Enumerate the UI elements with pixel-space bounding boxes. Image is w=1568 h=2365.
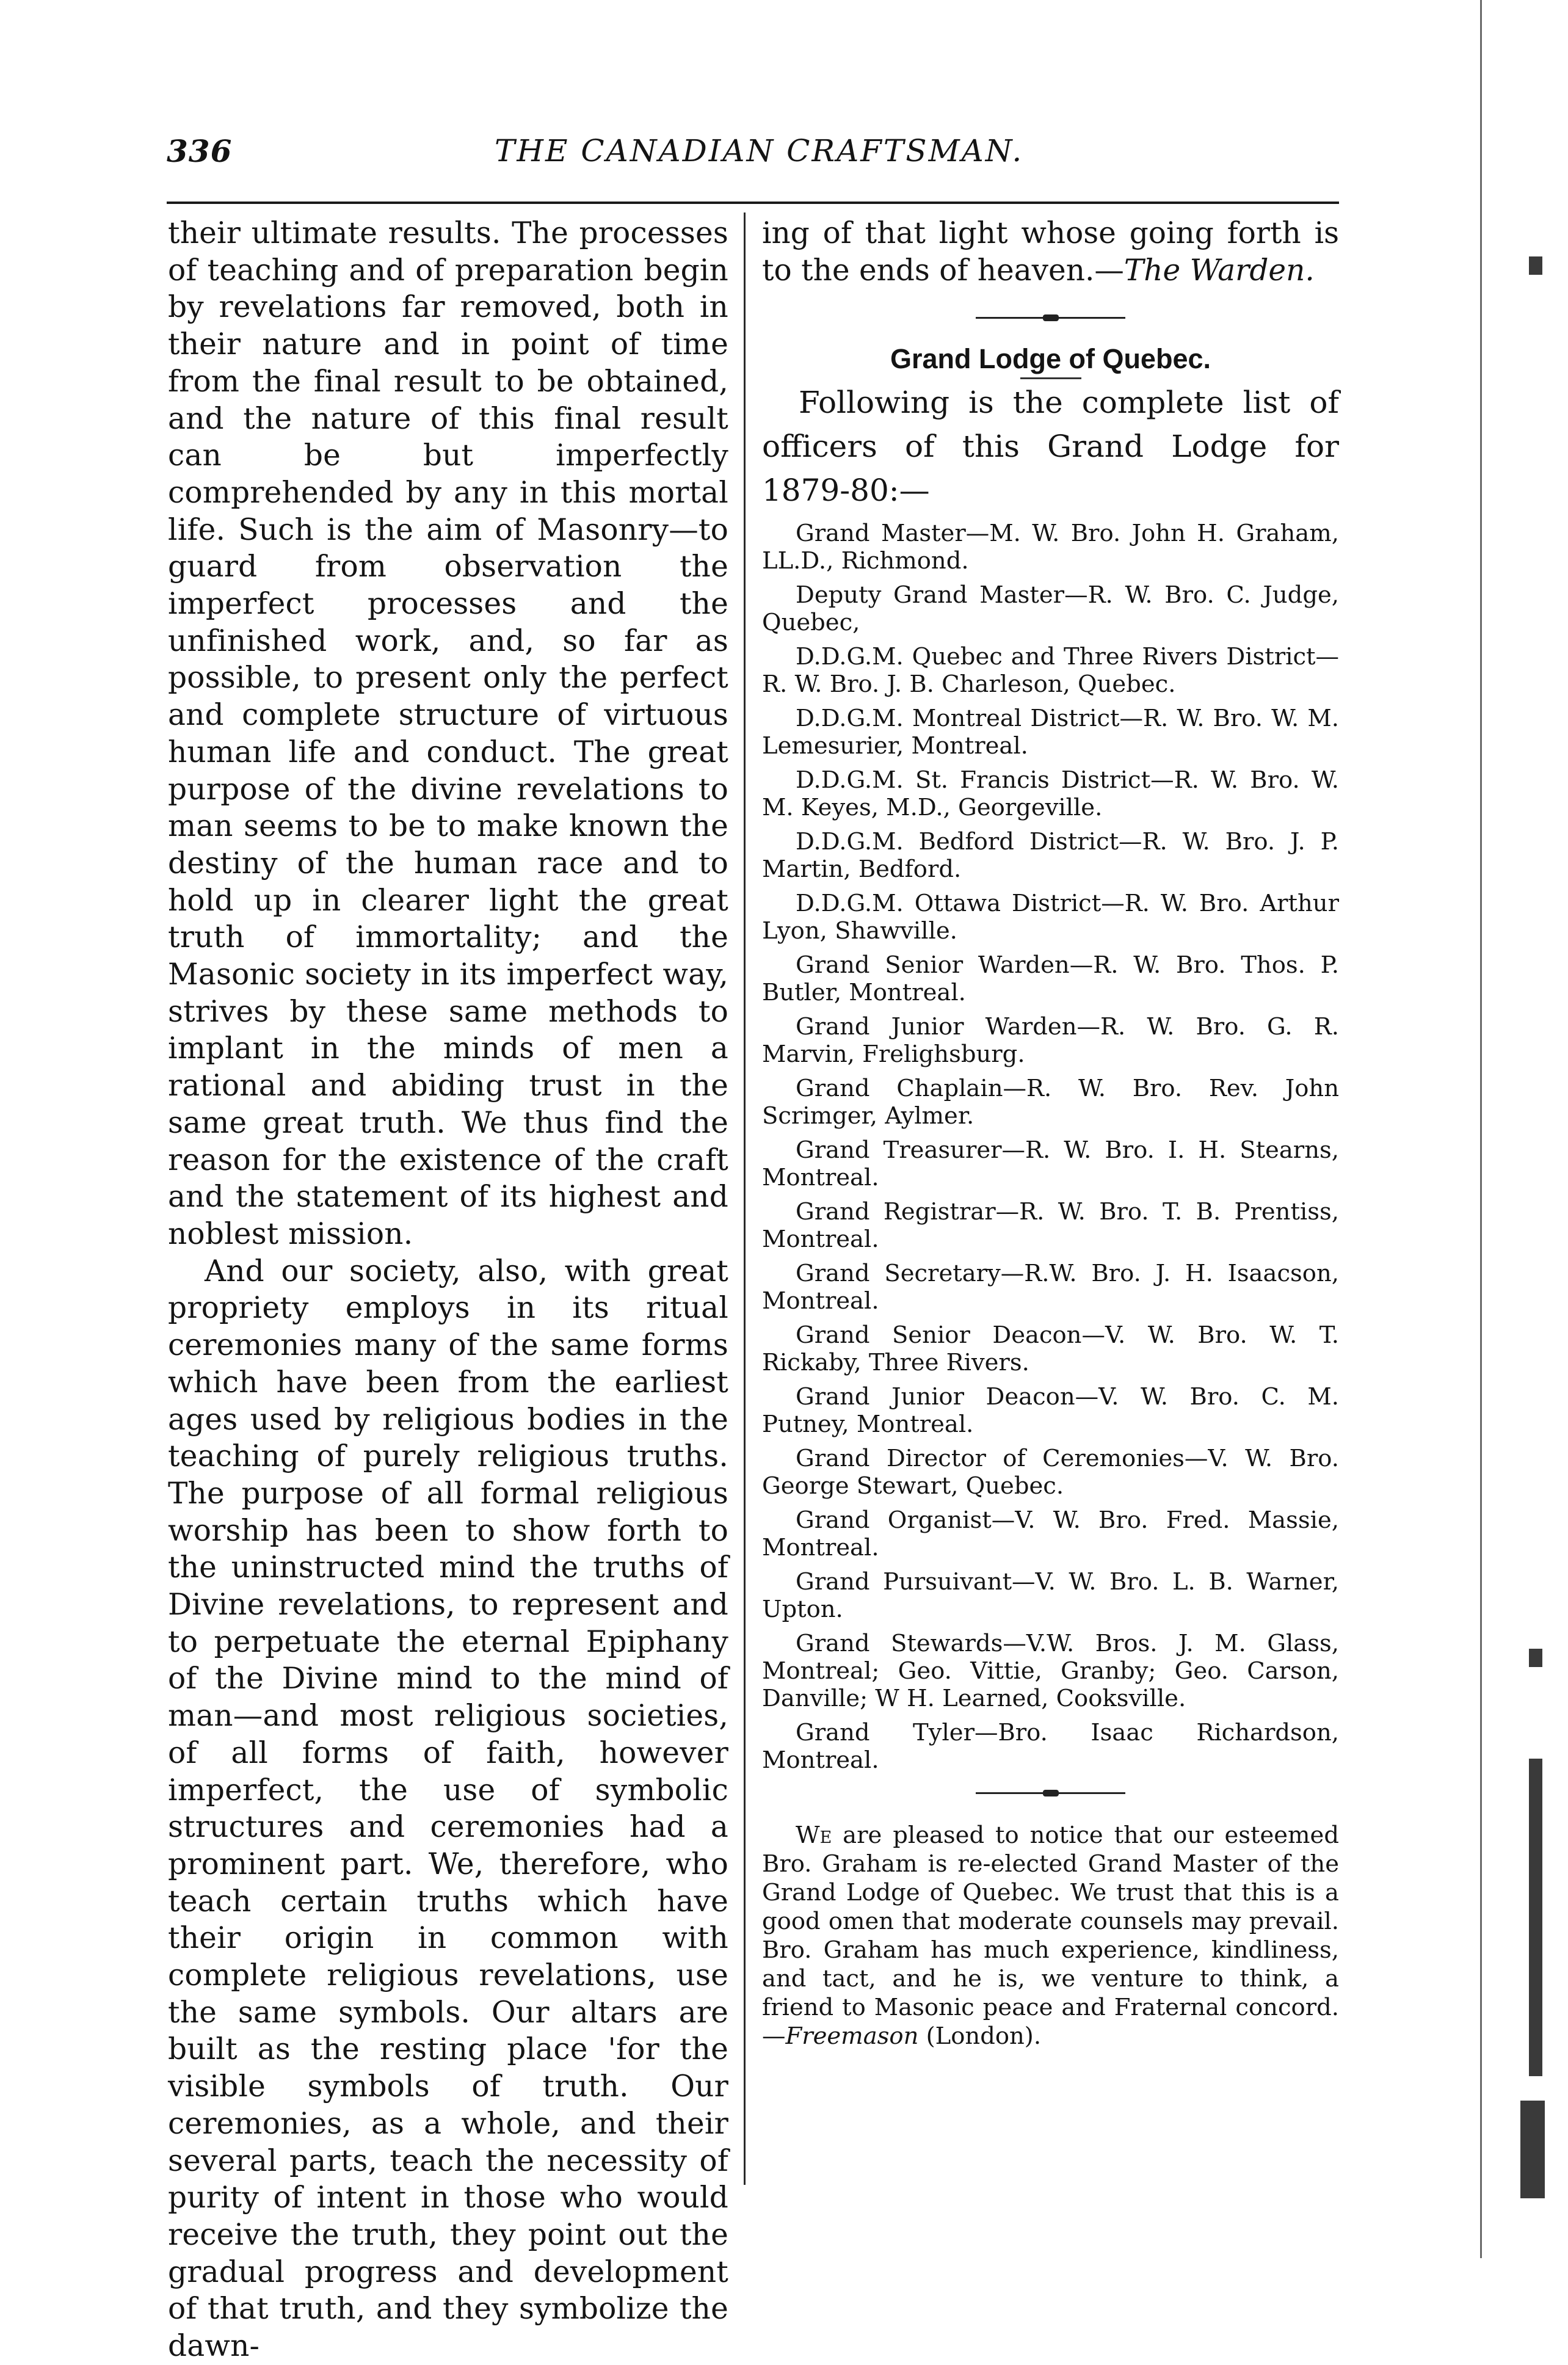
left-paragraph-2: And our society, also, with great propriety employs in its ritual ceremonies many of the same forms which have been from the earliest ages used by religious bodies in the teaching of purely religious truths. The purpose of all formal religious worship has been to show forth to the uninstructed mind the truths of Divine revelations, to represent and to perpetuate the eternal Epiphany of the Divine mind to the mind of man—and most religious societies, of all forms of faith, however imperfect, the use of symbolic structures and ceremonies had a prominent part. We, therefore, who teach certain truths which have their origin in common with complete religious revelations, use the same symbols. Our altars are built as the resting place 'for the visible symbols of truth. Our ceremonies, as a whole, and their several parts, teach the necessity of purity of intent in those who would receive the truth, they point out the gradual progress and development of that truth, and they symbolize the dawn- (168, 1254, 728, 2364)
officer-entry: Grand Organist—V. W. Bro. Fred. Massie, Montreal. (762, 1506, 1339, 1562)
section-divider (976, 317, 1125, 319)
officer-entry: Grand Junior Warden—R. W. Bro. G. R. Marvin, Frelighsburg. (762, 1013, 1339, 1069)
scan-edge-line (1480, 0, 1482, 2258)
officer-entry: Grand Stewards—V.W. Bros. J. M. Glass, Montreal; Geo. Vittie, Granby; Geo. Carson, Danville; W H. Learned, Cooksville. (762, 1630, 1339, 1713)
continuation-body: ing of that light whose going forth is to the ends of heaven.— (762, 216, 1339, 288)
section-title: Grand Lodge of Quebec. (890, 343, 1211, 375)
note-body: are pleased to notice that our esteemed Bro. Graham is re-elected Grand Master of the Grand Lodge of Quebec. We trust that this is a good omen that moderate counsels may prevail. Bro. Graham has much experience, kindliness, and tact, and he is, we venture to think, a friend to Masonic peace and Fraternal concord.— (762, 1822, 1339, 2051)
note-source-tail: (London). (918, 2022, 1042, 2051)
officer-entry: D.D.G.M. Quebec and Three Rivers District—R. W. Bro. J. B. Charleson, Quebec. (762, 643, 1339, 699)
officer-entry: Grand Tyler—Bro. Isaac Richardson, Montreal. (762, 1719, 1339, 1775)
officer-entry: D.D.G.M. St. Francis District—R. W. Bro. W. M. Keyes, M.D., Georgeville. (762, 766, 1339, 822)
left-paragraph-1: their ultimate results. The processes of teaching and of preparation begin by revelations far removed, both in their nature and in point of time from the final result to be obtained, and the nature of this final result can be but imperfectly comprehended by any in this mortal life. Such is the aim of Masonry—to guard from observation the imperfect processes and the unfinished work, and, so far as possible, to present only the perfect and complete structure of virtuous human life and conduct. The great purpose of the divine revelations to man seems to be to make known the destiny of the human race and to hold up in clearer light the great truth of immortality; and the Masonic society in its imperfect way, strives by these same methods to implant in the minds of men a rational and abiding trust in the same great truth. We thus find the reason for the existence of the craft and the statement of its highest and noblest mission. (168, 216, 728, 1251)
section-divider (976, 1792, 1125, 1794)
officers-list (762, 520, 1339, 1774)
officer-entry: Grand Registrar—R. W. Bro. T. B. Prentiss, Montreal. (762, 1198, 1339, 1254)
right-column (762, 215, 1339, 2051)
left-column (168, 215, 728, 2365)
scan-edge-mark (1529, 1649, 1542, 1667)
officer-entry: Grand Senior Warden—R. W. Bro. Thos. P. Butler, Montreal. (762, 951, 1339, 1007)
scan-edge-mark (1529, 1759, 1542, 2076)
officer-entry: Grand Treasurer—R. W. Bro. I. H. Stearns, Montreal. (762, 1136, 1339, 1192)
officer-entry: Grand Pursuivant—V. W. Bro. L. B. Warner, Upton. (762, 1568, 1339, 1624)
officer-entry: Grand Director of Ceremonies—V. W. Bro. George Stewart, Quebec. (762, 1445, 1339, 1500)
continuation-source: The Warden. (1123, 253, 1315, 288)
officer-entry: D.D.G.M. Ottawa District—R. W. Bro. Arthur Lyon, Shawville. (762, 890, 1339, 945)
continuation-text (762, 215, 1339, 289)
officer-entry: Grand Chaplain—R. W. Bro. Rev. John Scrimger, Aylmer. (762, 1075, 1339, 1130)
scan-edge-mark (1529, 256, 1542, 275)
header-rule (167, 202, 1339, 204)
officer-entry: D.D.G.M. Montreal District—R. W. Bro. W. M. Lemesurier, Montreal. (762, 705, 1339, 760)
officer-entry: D.D.G.M. Bedford District—R. W. Bro. J. P. Martin, Bedford. (762, 828, 1339, 884)
officer-entry: Grand Secretary—R.W. Bro. J. H. Isaacson, Montreal. (762, 1260, 1339, 1315)
officer-entry: Deputy Grand Master—R. W. Bro. C. Judge, Quebec, (762, 581, 1339, 637)
editorial-note (762, 1821, 1339, 2051)
officer-entry: Grand Master—M. W. Bro. John H. Graham, LL.D., Richmond. (762, 520, 1339, 575)
column-divider (744, 213, 746, 2185)
note-source: Freemason (785, 2022, 919, 2051)
scan-edge-mark (1520, 2101, 1545, 2198)
running-head: THE CANADIAN CRAFTSMAN. (495, 133, 1024, 169)
officers-intro: Following is the complete list of officers of this Grand Lodge for 1879-80:— (762, 385, 1339, 509)
note-lead: We (796, 1822, 832, 1850)
page-number: 336 (167, 133, 233, 169)
officer-entry: Grand Junior Deacon—V. W. Bro. C. M. Putney, Montreal. (762, 1383, 1339, 1439)
officer-entry: Grand Senior Deacon—V. W. Bro. W. T. Rickaby, Three Rivers. (762, 1321, 1339, 1377)
